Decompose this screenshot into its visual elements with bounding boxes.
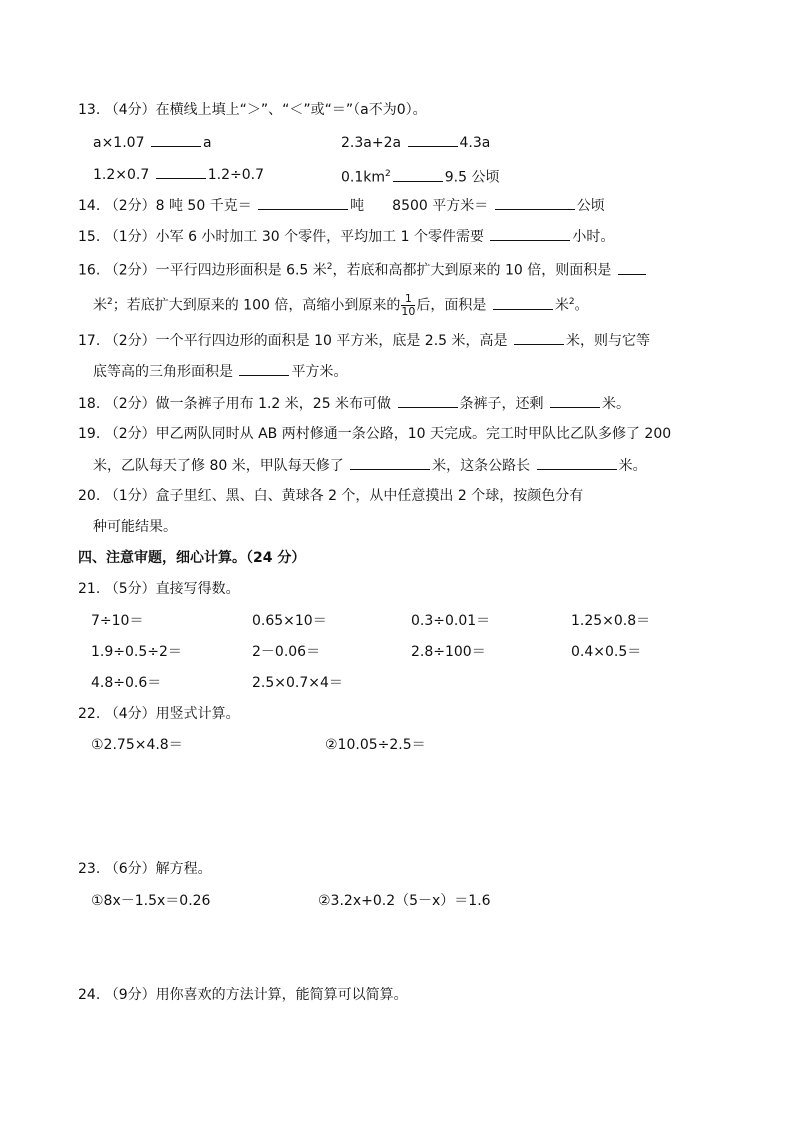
q19-line2 xyxy=(93,455,647,476)
q21-item: 0.65×10＝ xyxy=(252,613,327,629)
q21-item: 1.9÷0.5÷2＝ xyxy=(91,644,182,660)
q19-text: 米。 xyxy=(618,458,647,474)
q17-text: 平方米。 xyxy=(291,364,348,380)
q21-item: 7÷10＝ xyxy=(91,613,144,629)
answer-blank[interactable] xyxy=(393,167,443,182)
q13-d-left: 0.1km xyxy=(341,169,386,186)
q18 xyxy=(78,393,630,414)
answer-blank[interactable] xyxy=(618,260,646,275)
fraction-numerator: 1 xyxy=(401,293,415,306)
q21-item: 1.25×0.8＝ xyxy=(571,613,651,629)
q21-item: 0.4×0.5＝ xyxy=(571,644,642,660)
q15 xyxy=(78,226,614,247)
q24-stem: 24. （9分）用你喜欢的方法计算，能简算可以简算。 xyxy=(78,987,408,1003)
q16-text: 。 xyxy=(574,297,589,314)
answer-blank[interactable] xyxy=(490,226,570,241)
q17-line2 xyxy=(93,361,347,382)
q19-text: 米，乙队每天了修 80 米，甲队每天修了 xyxy=(93,458,349,474)
answer-blank[interactable] xyxy=(495,195,575,210)
answer-blank[interactable] xyxy=(239,361,289,376)
superscript: 2 xyxy=(568,297,575,307)
q16-text: 米 xyxy=(93,297,107,314)
q18-text: 条裤子，还剩 xyxy=(459,396,548,412)
q21-item: 0.3÷0.01＝ xyxy=(411,613,491,629)
answer-blank[interactable] xyxy=(398,393,458,408)
q23-item: ①8x－1.5x＝0.26 xyxy=(91,893,211,909)
q14-text: 吨 8500 平方米＝ xyxy=(350,198,493,214)
q15-text: 小时。 xyxy=(572,229,615,245)
q23-stem: 23. （6分）解方程。 xyxy=(78,861,212,877)
q13-item-a xyxy=(93,132,212,153)
q13-item-d xyxy=(341,164,499,188)
q13-b-left: 2.3a+2a xyxy=(341,135,406,151)
answer-blank[interactable] xyxy=(408,132,458,147)
q14 xyxy=(78,195,605,216)
q13-c-right: 1.2÷0.7 xyxy=(207,167,264,183)
q20-line1: 20. （1分）盒子里红、黑、白、黄球各 2 个，从中任意摸出 2 个球，按颜色分有 xyxy=(78,488,584,504)
section-heading: 四、注意审题，细心计算。（24 分） xyxy=(78,550,306,566)
q21-item: 2－0.06＝ xyxy=(252,644,321,660)
q19-text: 米，这条公路长 xyxy=(432,458,535,474)
q13-c-left: 1.2×0.7 xyxy=(93,167,154,183)
q18-text: 米。 xyxy=(601,396,630,412)
q17-text: 底等高的三角形面积是 xyxy=(93,364,238,380)
superscript: 2 xyxy=(326,262,333,272)
answer-blank[interactable] xyxy=(537,455,617,470)
q22-item: ①2.75×4.8＝ xyxy=(91,737,183,753)
q16-text: 米 xyxy=(554,297,569,314)
q17-line1 xyxy=(78,330,650,351)
answer-blank[interactable] xyxy=(550,393,600,408)
q13-b-right: 4.3a xyxy=(459,135,491,151)
q13-a-right: a xyxy=(202,135,212,151)
superscript: 2 xyxy=(107,297,113,307)
q16-text: ，若底和高都扩大到原来的 10 倍，则面积是 xyxy=(332,262,616,279)
q23-item: ②3.2x+0.2（5－x）＝1.6 xyxy=(318,893,491,909)
q21-item: 4.8÷0.6＝ xyxy=(91,675,162,691)
q21-item: 2.8÷100＝ xyxy=(411,644,486,660)
q17-text: 17. （2分）一个平行四边形的面积是 10 平方米，底是 2.5 米，高是 xyxy=(78,333,512,349)
q13-item-b xyxy=(341,132,490,153)
answer-blank[interactable] xyxy=(151,132,201,147)
q14-text: 14. （2分）8 吨 50 千克＝ xyxy=(78,198,257,214)
q15-text: 15. （1分）小军 6 小时加工 30 个零件，平均加工 1 个零件需要 xyxy=(78,229,489,245)
q21-stem: 21. （5分）直接写得数。 xyxy=(78,581,240,597)
q20-line2: 种可能结果。 xyxy=(93,519,177,535)
q16-line2 xyxy=(93,292,589,318)
q17-text: 米，则与它等 xyxy=(565,333,650,349)
q22-stem: 22. （4分）用竖式计算。 xyxy=(78,706,240,722)
q19-line1: 19. （2分）甲乙两队同时从 AB 两村修通一条公路，10 天完成。完工时甲队比乙队多修了 200 xyxy=(78,426,672,442)
answer-blank[interactable] xyxy=(156,164,206,179)
q16-text: 16. （2分）一平行四边形面积是 6.5 米 xyxy=(78,262,327,279)
q14-text: 公顷 xyxy=(576,198,605,214)
superscript: 2 xyxy=(385,169,391,179)
q13-a-left: a×1.07 xyxy=(93,135,149,151)
q13-stem: 13. （4分）在横线上填上“＞”、“＜”或“＝”（a不为0）。 xyxy=(78,102,427,118)
q16-text: 后，面积是 xyxy=(416,297,491,314)
answer-blank[interactable] xyxy=(493,295,553,310)
q16-line1 xyxy=(78,257,648,281)
fraction-denominator: 10 xyxy=(401,305,416,319)
q21-item: 2.5×0.7×4＝ xyxy=(252,675,343,691)
answer-blank[interactable] xyxy=(350,455,430,470)
answer-blank[interactable] xyxy=(258,195,348,210)
q22-item: ②10.05÷2.5＝ xyxy=(325,737,426,753)
fraction xyxy=(401,293,415,318)
q13-d-right: 9.5 公顷 xyxy=(444,169,500,186)
q16-text: ；若底扩大到原来的 100 倍，高缩小到原来的 xyxy=(112,297,401,314)
q13-item-c xyxy=(93,164,264,185)
q18-text: 18. （2分）做一条裤子用布 1.2 米，25 米布可做 xyxy=(78,396,396,412)
answer-blank[interactable] xyxy=(514,330,564,345)
